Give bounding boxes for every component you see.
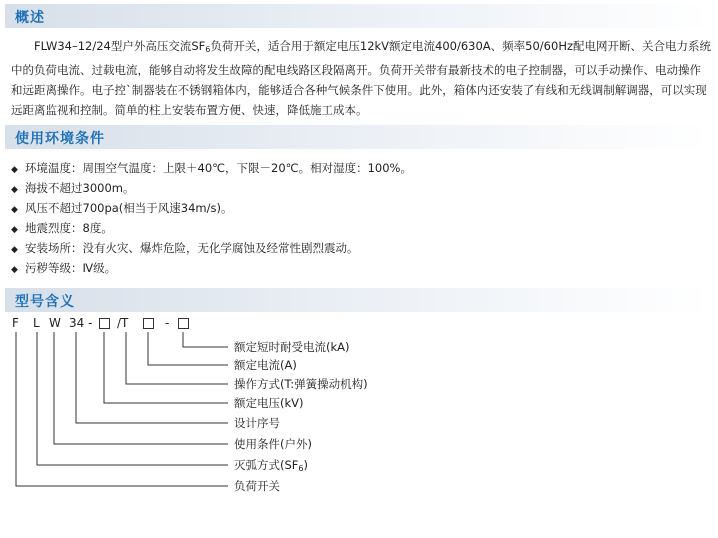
- condition-text: 安装场所：没有火灾、爆炸危险，无化学腐蚀及经常性剧烈震动。: [25, 241, 359, 255]
- conditions-list: [11, 158, 412, 278]
- label-operation-mode: 操作方式(T:弹簧操动机构): [234, 377, 368, 391]
- overview-title: 概述: [15, 10, 45, 26]
- code-placeholder-box: [143, 318, 154, 329]
- overview-text-1: FLW34–12/24型户外高压交流SF: [34, 39, 206, 53]
- list-item: [11, 198, 412, 218]
- condition-text: 地震烈度：8度。: [25, 221, 113, 235]
- label-load-switch: 负荷开关: [234, 479, 280, 493]
- label-rated-short-time-current: 额定短时耐受电流(kA): [234, 340, 350, 354]
- conditions-title: 使用环境条件: [15, 131, 105, 147]
- code-char-dash-1: -: [88, 316, 93, 330]
- diamond-bullet-icon: ◆: [11, 205, 18, 215]
- diamond-bullet-icon: ◆: [11, 185, 18, 195]
- arc-method-text: 灭弧方式(SF: [234, 458, 299, 472]
- arc-method-close: ): [303, 458, 308, 472]
- code-char-w: W: [49, 316, 61, 330]
- condition-text: 环境温度：周围空气温度：上限＋40℃，下限－20℃。相对湿度：100%。: [25, 161, 412, 175]
- code-char-slash-t: /T: [117, 316, 129, 330]
- diamond-bullet-icon: ◆: [11, 265, 18, 275]
- model-header: [5, 288, 710, 312]
- diamond-bullet-icon: ◆: [11, 165, 18, 175]
- code-char-l: L: [33, 316, 40, 330]
- list-item: [11, 258, 412, 278]
- condition-text: 污秽等级：Ⅳ级。: [25, 261, 117, 275]
- code-placeholder-box: [178, 318, 189, 329]
- list-item: [11, 238, 412, 258]
- model-title: 型号含义: [15, 294, 75, 310]
- diamond-bullet-icon: ◆: [11, 225, 18, 235]
- label-rated-current: 额定电流(A): [234, 358, 297, 372]
- overview-header: [5, 4, 710, 28]
- list-item: [11, 158, 412, 178]
- overview-text-2: 负荷开关，适合用于额定电压12kV额定电流400/630A、频率50/60Hz配电网开断、关合电力系统中的负荷电流、过载电流，能够自动将发生故障的配电线路区段隔离开。负荷开关带有最新技术的电子控制器，可以手动操作、电动操作和远距离操作。电子控`制器装在不锈钢箱体内，能够适合各种气候条件下使用。此外，箱体内还安装了有线和无线调制解调器，可以实现远距离监视和控制。简单的柱上安装布置方便、快速，降低施工成本。: [11, 39, 711, 117]
- model-connector-lines: [0, 310, 718, 538]
- label-design-number: 设计序号: [234, 416, 280, 430]
- code-char-34: 34: [69, 316, 85, 330]
- code-char-dash-2: -: [165, 316, 170, 330]
- label-arc-method: [234, 458, 308, 476]
- condition-text: 海拔不超过3000m。: [25, 181, 135, 195]
- label-rated-voltage: 额定电压(kV): [234, 396, 304, 410]
- label-usage-condition: 使用条件(户外): [234, 437, 312, 451]
- conditions-header: [5, 125, 710, 149]
- code-char-f: F: [12, 316, 19, 330]
- condition-text: 风压不超过700pa(相当于风速34m/s)。: [25, 201, 233, 215]
- code-placeholder-box: [99, 318, 110, 329]
- overview-paragraph: [11, 36, 711, 120]
- overview-subscript: 6: [205, 45, 211, 54]
- list-item: [11, 218, 412, 238]
- model-diagram: [0, 310, 718, 538]
- list-item: [11, 178, 412, 198]
- diamond-bullet-icon: ◆: [11, 245, 18, 255]
- arc-method-subscript: 6: [298, 464, 304, 473]
